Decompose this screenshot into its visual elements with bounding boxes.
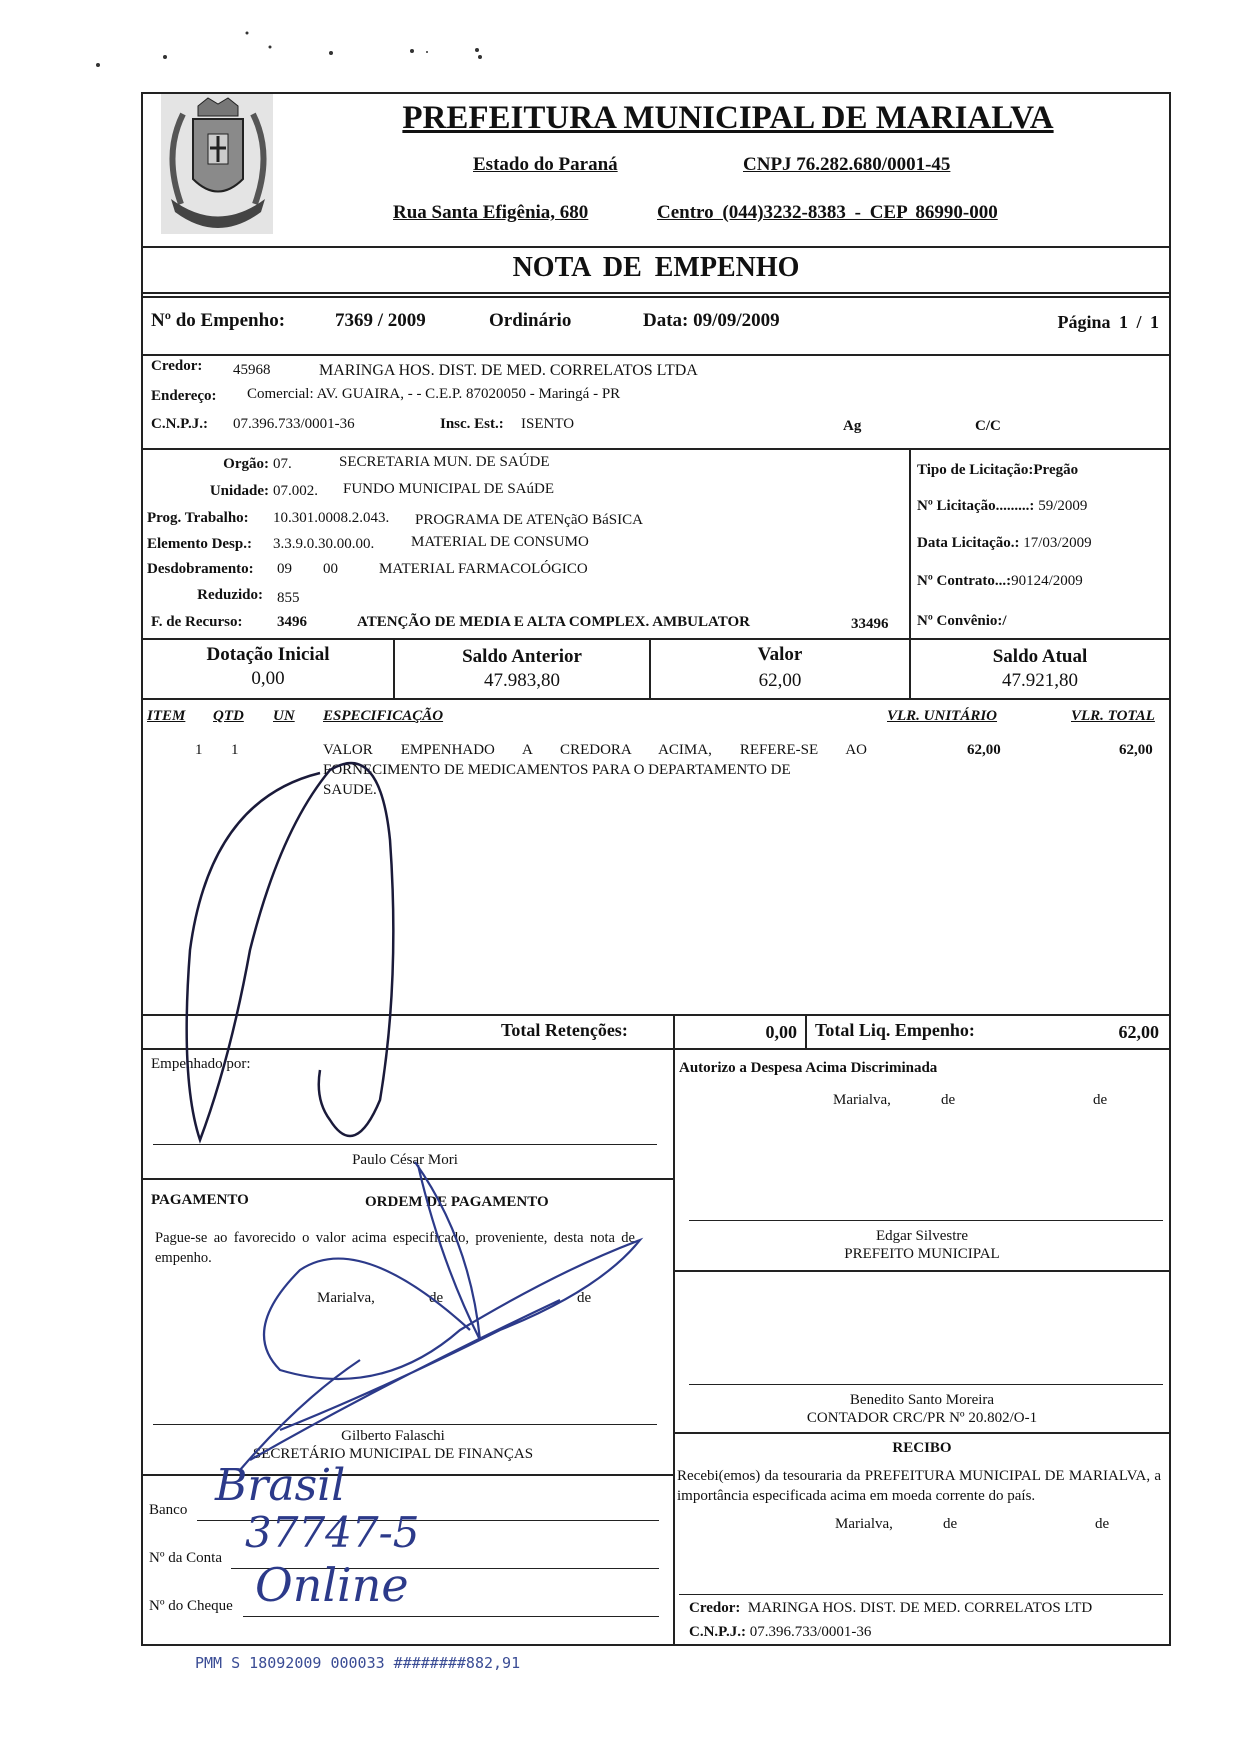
banco-label: Banco [149,1502,188,1518]
scan-specks [0,0,1248,100]
empenho-page: Página 1 / 1 [1057,312,1159,332]
retencoes-label: Total Retenções: [501,1020,628,1040]
elemento-label: Elemento Desp.: [147,536,252,552]
recurso-number: 33496 [851,616,889,632]
saldo-atual-label: Saldo Atual [992,646,1088,667]
saldo-anterior-value: 47.983,80 [484,670,560,691]
conta-label: Nº da Conta [149,1550,222,1566]
doc-title: NOTA DE EMPENHO [512,252,800,283]
saldo-atual-value: 47.921,80 [1002,670,1078,691]
recibo-de1: de [943,1516,958,1532]
prefeito-role: PREFEITO MUNICIPAL [844,1246,1000,1262]
item-total-value: 62,00 [1119,742,1153,758]
desdobramento-label: Desdobramento: [147,561,254,577]
item-qtd: 1 [231,742,239,758]
ag-label: Ag [843,418,862,434]
item-desc-line1: VALOR EMPENHADO A CREDORA ACIMA, REFERE-SE AO [323,742,867,758]
recibo-credor: Credor: MARINGA HOS. DIST. DE MED. CORRELATOS LTD [689,1600,1093,1616]
empenho-type: Ordinário [489,310,572,331]
credor-code: 45968 [233,362,271,378]
prog-code: 10.301.0008.2.043. [273,510,390,526]
item-desc-line2: FORNECIMENTO DE MEDICAMENTOS PARA O DEPARTAMENTO DE [323,762,791,778]
desdobramento-a: 09 [277,561,292,577]
credor-label: Credor: [151,358,203,374]
empenho-number: 7369 / 2009 [335,310,426,331]
empenhado-name: Paulo César Mori [352,1152,458,1168]
dotacao-label: Dotação Inicial [206,644,330,665]
contador-role: CONTADOR CRC/PR Nº 20.802/O-1 [806,1410,1038,1426]
unidade-name: FUNDO MUNICIPAL DE SAúDE [343,481,554,497]
address-label: Endereço: [151,388,217,404]
coat-of-arms-logo [153,94,283,242]
header-address: Rua Santa Efigênia, 680 [393,202,589,223]
item-unit-value: 62,00 [967,742,1001,758]
banco-handwritten: Brasil [215,1460,346,1511]
orgao-label: Orgão: [223,456,269,472]
recibo-text: Recebi(emos) da tesouraria da PREFEITURA MUNICIPAL DE MARIALVA, a importância especificada acima em moeda corrente do país. [677,1468,1161,1504]
pagamento-name: Gilberto Falaschi [341,1428,445,1444]
item-desc-line3: SAUDE. [323,782,377,798]
valor-label: Valor [757,644,803,665]
empenho-date: Data: 09/09/2009 [643,310,780,331]
col-unit-value: VLR. UNITÁRIO [887,708,998,724]
recibo-title: RECIBO [892,1440,952,1456]
nota-de-empenho-form [141,92,1171,1646]
header-contact: Centro (044)3232-8383 - CEP 86990-000 [657,202,998,223]
reduzido-label: Reduzido: [197,587,263,603]
col-total-value: VLR. TOTAL [1071,708,1155,724]
recibo-de2: de [1095,1516,1110,1532]
col-un: UN [273,708,295,724]
recibo-place: Marialva, [835,1516,893,1532]
unidade-code: 07.002. [273,483,318,499]
unidade-label: Unidade: [209,483,269,499]
prefeito-name: Edgar Silvestre [875,1228,969,1244]
retencoes-value: 0,00 [765,1022,797,1042]
licitacao-contrato: Nº Contrato...:90124/2009 [917,573,1083,589]
validation-stamp: PMM S 18092009 000033 ########882,91 [195,1654,521,1672]
cnpj-label: C.N.P.J.: [151,416,208,432]
ordem-pagamento: ORDEM DE PAGAMENTO [365,1194,549,1210]
reduzido-value: 855 [277,590,300,606]
pagamento-label: PAGAMENTO [151,1192,249,1208]
pagamento-role: SECRETÁRIO MUNICIPAL DE FINANÇAS [252,1446,534,1462]
credor-address: Comercial: AV. GUAIRA, - - C.E.P. 87020050 - Maringá - PR [247,386,621,402]
recurso-label: F. de Recurso: [151,614,243,630]
licitacao-numero: Nº Licitação.........: 59/2009 [917,498,1088,514]
header-title: PREFEITURA MUNICIPAL DE MARIALVA [402,100,1054,136]
col-spec: ESPECIFICAÇÃO [323,708,444,724]
header-state: Estado do Paraná [473,154,618,175]
elemento-code: 3.3.9.0.30.00.00. [273,536,375,552]
orgao-name: SECRETARIA MUN. DE SAÚDE [339,454,550,470]
cheque-handwritten: Online [255,1558,409,1612]
recibo-cnpj: C.N.P.J.: 07.396.733/0001-36 [689,1624,872,1640]
item-number: 1 [195,742,203,758]
insc-value: ISENTO [521,416,575,432]
contador-name: Benedito Santo Moreira [849,1392,995,1408]
empenhado-label: Empenhado por: [151,1056,251,1072]
autorizo-de2: de [1093,1092,1108,1108]
pagamento-text: Pague-se ao favorecido o valor acima especificado, proveniente, desta nota de empenho. [155,1230,635,1266]
col-qtd: QTD [213,708,244,724]
autorizo-title: Autorizo a Despesa Acima Discriminada [679,1060,938,1076]
elemento-name: MATERIAL DE CONSUMO [411,534,589,550]
pagamento-de2: de [577,1290,592,1306]
valor-value: 62,00 [758,670,802,691]
conta-handwritten: 37747-5 [245,1508,420,1557]
desdobramento-b: 00 [323,561,338,577]
pagamento-place: Marialva, [317,1290,375,1306]
col-item: ITEM [147,708,186,724]
prog-name: PROGRAMA DE ATENçãO BáSICA [415,512,643,528]
credor-cnpj: 07.396.733/0001-36 [233,416,355,432]
autorizo-place: Marialva, [833,1092,891,1108]
cheque-label: Nº do Cheque [149,1598,233,1614]
liquido-value: 62,00 [1118,1022,1159,1042]
credor-name: MARINGA HOS. DIST. DE MED. CORRELATOS LTDA [319,362,698,379]
empenho-label: Nº do Empenho: [151,310,286,331]
licitacao-tipo: Tipo de Licitação:Pregão [917,462,1079,478]
header-cnpj: CNPJ 76.282.680/0001-45 [743,154,951,175]
autorizo-de1: de [941,1092,956,1108]
prog-label: Prog. Trabalho: [147,510,249,526]
desdobramento-name: MATERIAL FARMACOLÓGICO [379,561,588,577]
orgao-code: 07. [273,456,292,472]
saldo-anterior-label: Saldo Anterior [462,646,582,667]
cc-label: C/C [975,418,1001,434]
dotacao-value: 0,00 [251,668,285,689]
licitacao-data: Data Licitação.: 17/03/2009 [917,535,1092,551]
recurso-code: 3496 [277,614,307,630]
insc-label: Insc. Est.: [440,416,504,432]
licitacao-convenio: Nº Convênio:/ [917,613,1007,629]
pagamento-de1: de [429,1290,444,1306]
recurso-name: ATENÇÃO DE MEDIA E ALTA COMPLEX. AMBULATOR [357,614,750,630]
liquido-label: Total Liq. Empenho: [815,1020,975,1040]
